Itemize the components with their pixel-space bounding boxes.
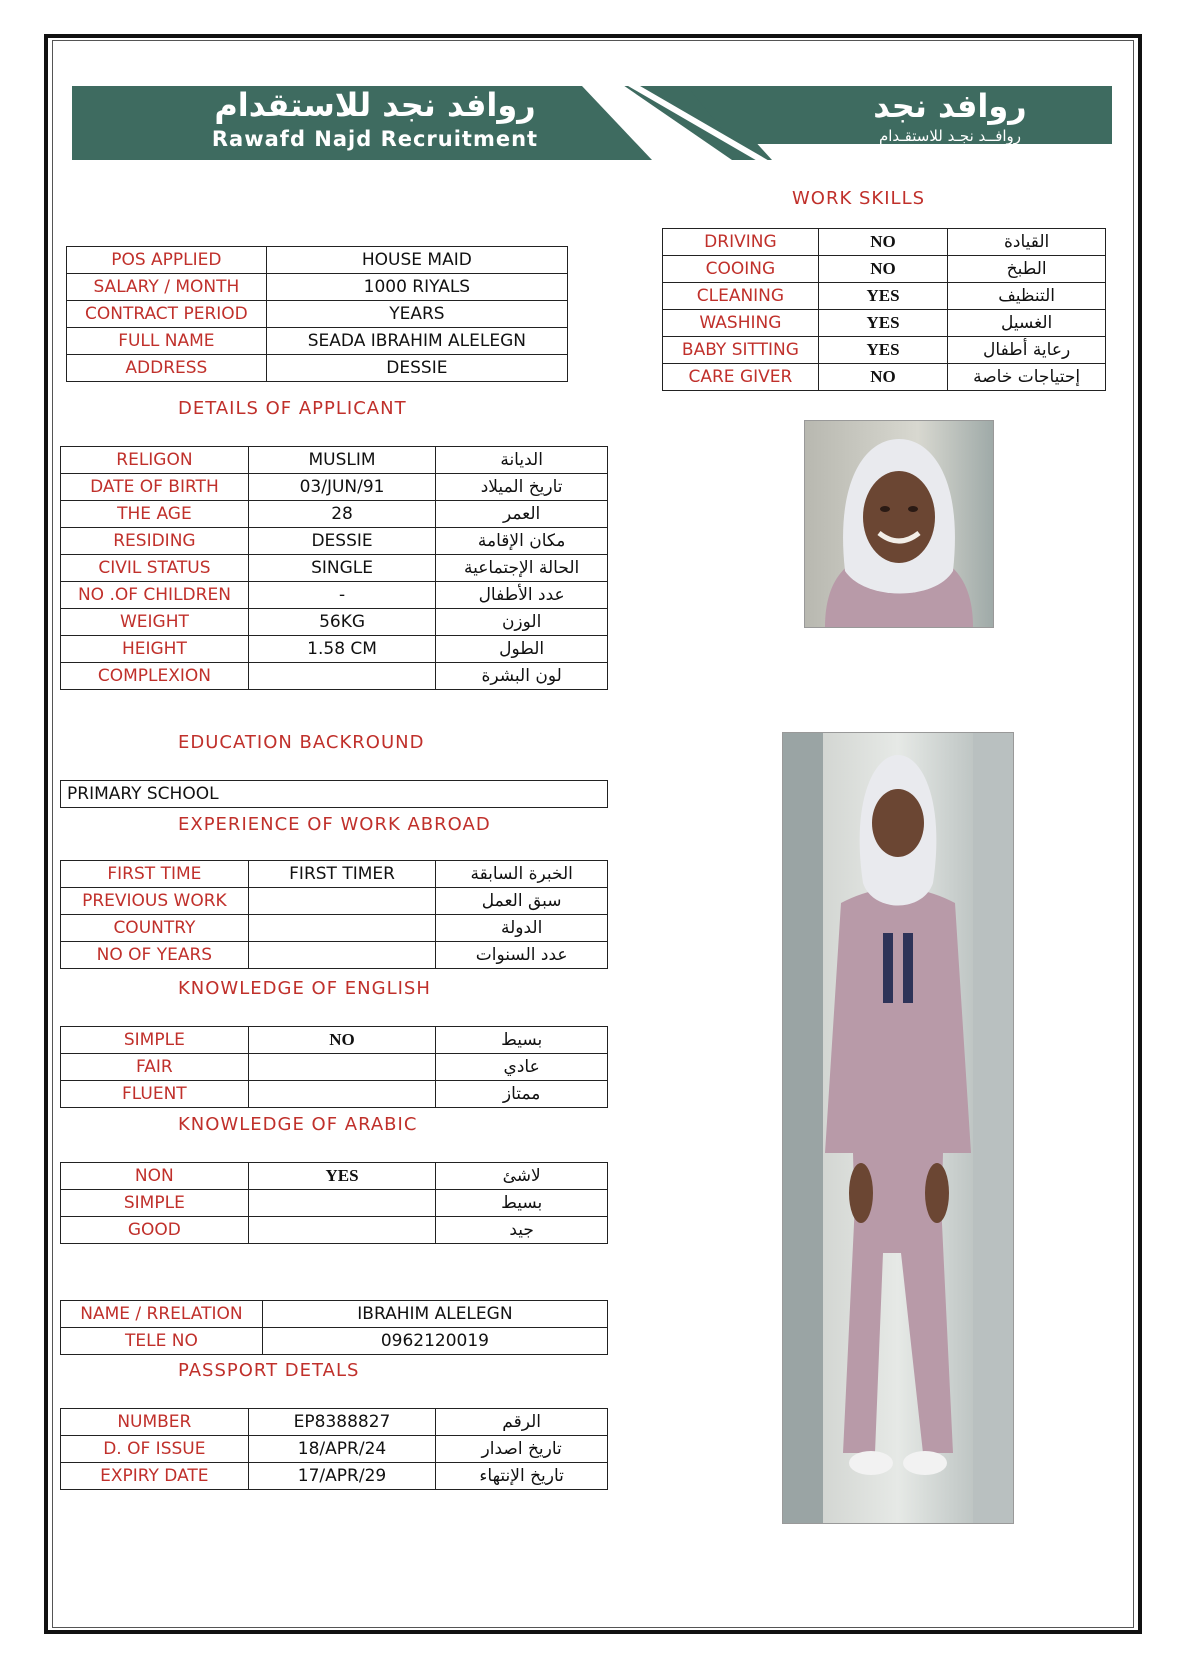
position-row-value: YEARS xyxy=(266,301,567,328)
applicant-row-value: 03/JUN/91 xyxy=(248,474,435,501)
skill-row-value: YES xyxy=(818,337,947,364)
relation-row xyxy=(61,1328,608,1355)
passport-row-label: D. OF ISSUE xyxy=(61,1436,249,1463)
english-row xyxy=(61,1081,608,1108)
applicant-row-label: COMPLEXION xyxy=(61,663,249,690)
english-row-arabic: بسيط xyxy=(436,1027,608,1054)
applicant-row-arabic: مكان الإقامة xyxy=(436,528,608,555)
applicant-row xyxy=(61,447,608,474)
applicant-row xyxy=(61,663,608,690)
applicant-row-label: WEIGHT xyxy=(61,609,249,636)
experience-row-value xyxy=(248,942,436,969)
applicant-row-value: 1.58 CM xyxy=(248,636,435,663)
applicant-row-arabic: الديانة xyxy=(436,447,608,474)
applicant-row-value: DESSIE xyxy=(248,528,435,555)
passport-row-value: 18/APR/24 xyxy=(248,1436,436,1463)
arabic-knowledge-title: KNOWLEDGE OF ARABIC xyxy=(178,1114,418,1135)
english-title: KNOWLEDGE OF ENGLISH xyxy=(178,978,431,999)
experience-row-label: PREVIOUS WORK xyxy=(61,888,249,915)
position-row xyxy=(67,274,568,301)
applicant-row-arabic: لون البشرة xyxy=(436,663,608,690)
position-row-value: SEADA IBRAHIM ALELEGN xyxy=(266,328,567,355)
applicant-row xyxy=(61,501,608,528)
english-row-arabic: عادي xyxy=(436,1054,608,1081)
position-table xyxy=(66,246,568,382)
passport-table xyxy=(60,1408,608,1490)
applicant-row xyxy=(61,474,608,501)
passport-row-arabic: الرقم xyxy=(436,1409,608,1436)
skill-row-arabic: الغسيل xyxy=(948,310,1106,337)
passport-title: PASSPORT DETALS xyxy=(178,1360,360,1381)
position-row xyxy=(67,355,568,382)
experience-row-arabic: عدد السنوات xyxy=(436,942,608,969)
experience-row xyxy=(61,861,608,888)
skill-row-arabic: رعاية أطفال xyxy=(948,337,1106,364)
skill-row-label: CLEANING xyxy=(663,283,819,310)
position-row-label: FULL NAME xyxy=(67,328,267,355)
skill-row-label: DRIVING xyxy=(663,229,819,256)
arabic-knowledge-row-label: SIMPLE xyxy=(61,1190,249,1217)
applicant-row-arabic: الحالة الإجتماعية xyxy=(436,555,608,582)
skill-row-arabic: القيادة xyxy=(948,229,1106,256)
experience-row-arabic: سبق العمل xyxy=(436,888,608,915)
position-row-value: 1000 RIYALS xyxy=(266,274,567,301)
applicant-row-label: HEIGHT xyxy=(61,636,249,663)
position-row-label: ADDRESS xyxy=(67,355,267,382)
applicant-row xyxy=(61,582,608,609)
skill-row xyxy=(663,283,1106,310)
passport-row xyxy=(61,1436,608,1463)
applicant-row xyxy=(61,555,608,582)
applicant-row-value: SINGLE xyxy=(248,555,435,582)
skill-row-arabic: التنظيف xyxy=(948,283,1106,310)
passport-row-value: EP8388827 xyxy=(248,1409,436,1436)
applicant-row-arabic: العمر xyxy=(436,501,608,528)
applicant-row-value: - xyxy=(248,582,435,609)
arabic-knowledge-row-arabic: لاشئ xyxy=(436,1163,608,1190)
skill-row xyxy=(663,364,1106,391)
skill-row-value: NO xyxy=(818,256,947,283)
english-row-value: NO xyxy=(248,1027,436,1054)
english-row-value xyxy=(248,1054,436,1081)
skill-row-label: WASHING xyxy=(663,310,819,337)
position-row-label: SALARY / MONTH xyxy=(67,274,267,301)
experience-row-arabic: الدولة xyxy=(436,915,608,942)
skill-row-value: YES xyxy=(818,283,947,310)
applicant-row-arabic: تاريخ الميلاد xyxy=(436,474,608,501)
skill-row-arabic: إحتياجات خاصة xyxy=(948,364,1106,391)
applicant-row-value: 28 xyxy=(248,501,435,528)
experience-table xyxy=(60,860,608,969)
passport-row xyxy=(61,1463,608,1490)
applicant-row-label: NO .OF CHILDREN xyxy=(61,582,249,609)
english-row-arabic: ممتاز xyxy=(436,1081,608,1108)
relation-row-value: 0962120019 xyxy=(262,1328,607,1355)
experience-row-arabic: الخبرة السابقة xyxy=(436,861,608,888)
position-row-value: HOUSE MAID xyxy=(266,247,567,274)
education-title: EDUCATION BACKROUND xyxy=(178,732,425,753)
experience-row xyxy=(61,888,608,915)
applicant-row-label: DATE OF BIRTH xyxy=(61,474,249,501)
english-row xyxy=(61,1027,608,1054)
company-logo: روافد نجد xyxy=(873,87,1027,125)
experience-row-label: NO OF YEARS xyxy=(61,942,249,969)
company-logo-subtitle: روافــد نجـد للاستقـدام xyxy=(878,127,1022,145)
relation-row-value: IBRAHIM ALELEGN xyxy=(262,1301,607,1328)
arabic-knowledge-row-label: GOOD xyxy=(61,1217,249,1244)
education-value: PRIMARY SCHOOL xyxy=(61,781,608,808)
passport-row-arabic: تاريخ اصدار xyxy=(436,1436,608,1463)
applicant-row-label: THE AGE xyxy=(61,501,249,528)
arabic-knowledge-row xyxy=(61,1190,608,1217)
applicant-row xyxy=(61,636,608,663)
position-row xyxy=(67,247,568,274)
experience-row xyxy=(61,942,608,969)
experience-row-label: COUNTRY xyxy=(61,915,249,942)
position-row-label: CONTRACT PERIOD xyxy=(67,301,267,328)
english-row-value xyxy=(248,1081,436,1108)
arabic-knowledge-row-arabic: بسيط xyxy=(436,1190,608,1217)
applicant-row-arabic: عدد الأطفال xyxy=(436,582,608,609)
applicant-row xyxy=(61,528,608,555)
skill-row-label: COOING xyxy=(663,256,819,283)
passport-row-arabic: تاريخ الإنتهاء xyxy=(436,1463,608,1490)
arabic-knowledge-row xyxy=(61,1217,608,1244)
skill-row xyxy=(663,337,1106,364)
skill-row xyxy=(663,256,1106,283)
applicant-row-label: RESIDING xyxy=(61,528,249,555)
applicant-portrait-photo xyxy=(804,420,994,628)
position-row-label: POS APPLIED xyxy=(67,247,267,274)
work-skills-table xyxy=(662,228,1106,391)
position-row xyxy=(67,301,568,328)
skill-row xyxy=(663,229,1106,256)
applicant-row-arabic: الطول xyxy=(436,636,608,663)
arabic-knowledge-row-label: NON xyxy=(61,1163,249,1190)
arabic-knowledge-row-value xyxy=(248,1190,436,1217)
relation-row-label: TELE NO xyxy=(61,1328,263,1355)
relation-row-label: NAME / RRELATION xyxy=(61,1301,263,1328)
applicant-row-label: RELIGON xyxy=(61,447,249,474)
applicant-row-value: MUSLIM xyxy=(248,447,435,474)
arabic-knowledge-row xyxy=(61,1163,608,1190)
applicant-table xyxy=(60,446,608,690)
position-row-value: DESSIE xyxy=(266,355,567,382)
applicant-row-value xyxy=(248,663,435,690)
passport-row xyxy=(61,1409,608,1436)
company-name-english: Rawafd Najd Recruitment xyxy=(211,127,539,151)
position-row xyxy=(67,328,568,355)
experience-title: EXPERIENCE OF WORK ABROAD xyxy=(178,814,491,835)
skill-row-value: YES xyxy=(818,310,947,337)
english-row-label: SIMPLE xyxy=(61,1027,249,1054)
arabic-knowledge-row-value xyxy=(248,1217,436,1244)
arabic-knowledge-row-value: YES xyxy=(248,1163,436,1190)
english-row xyxy=(61,1054,608,1081)
applicant-title: DETAILS OF APPLICANT xyxy=(178,398,407,419)
work-skills-title: WORK SKILLS xyxy=(792,188,926,209)
experience-row-value: FIRST TIMER xyxy=(248,861,436,888)
applicant-row-label: CIVIL STATUS xyxy=(61,555,249,582)
experience-row-value xyxy=(248,888,436,915)
english-row-label: FAIR xyxy=(61,1054,249,1081)
arabic-knowledge-row-arabic: جيد xyxy=(436,1217,608,1244)
skill-row xyxy=(663,310,1106,337)
passport-row-label: NUMBER xyxy=(61,1409,249,1436)
skill-row-label: BABY SITTING xyxy=(663,337,819,364)
english-table xyxy=(60,1026,608,1108)
passport-row-label: EXPIRY DATE xyxy=(61,1463,249,1490)
skill-row-value: NO xyxy=(818,229,947,256)
skill-row-value: NO xyxy=(818,364,947,391)
english-row-label: FLUENT xyxy=(61,1081,249,1108)
company-name-arabic: روافد نجد للاستقدام xyxy=(214,86,536,124)
education-row xyxy=(61,781,608,808)
skill-row-arabic: الطبخ xyxy=(948,256,1106,283)
relation-row xyxy=(61,1301,608,1328)
experience-row-value xyxy=(248,915,436,942)
applicant-full-body-photo xyxy=(782,732,1014,1524)
applicant-row-arabic: الوزن xyxy=(436,609,608,636)
education-table xyxy=(60,780,608,808)
applicant-row xyxy=(61,609,608,636)
experience-row xyxy=(61,915,608,942)
relation-table xyxy=(60,1300,608,1355)
arabic-knowledge-table xyxy=(60,1162,608,1244)
applicant-row-value: 56KG xyxy=(248,609,435,636)
passport-row-value: 17/APR/29 xyxy=(248,1463,436,1490)
skill-row-label: CARE GIVER xyxy=(663,364,819,391)
experience-row-label: FIRST TIME xyxy=(61,861,249,888)
